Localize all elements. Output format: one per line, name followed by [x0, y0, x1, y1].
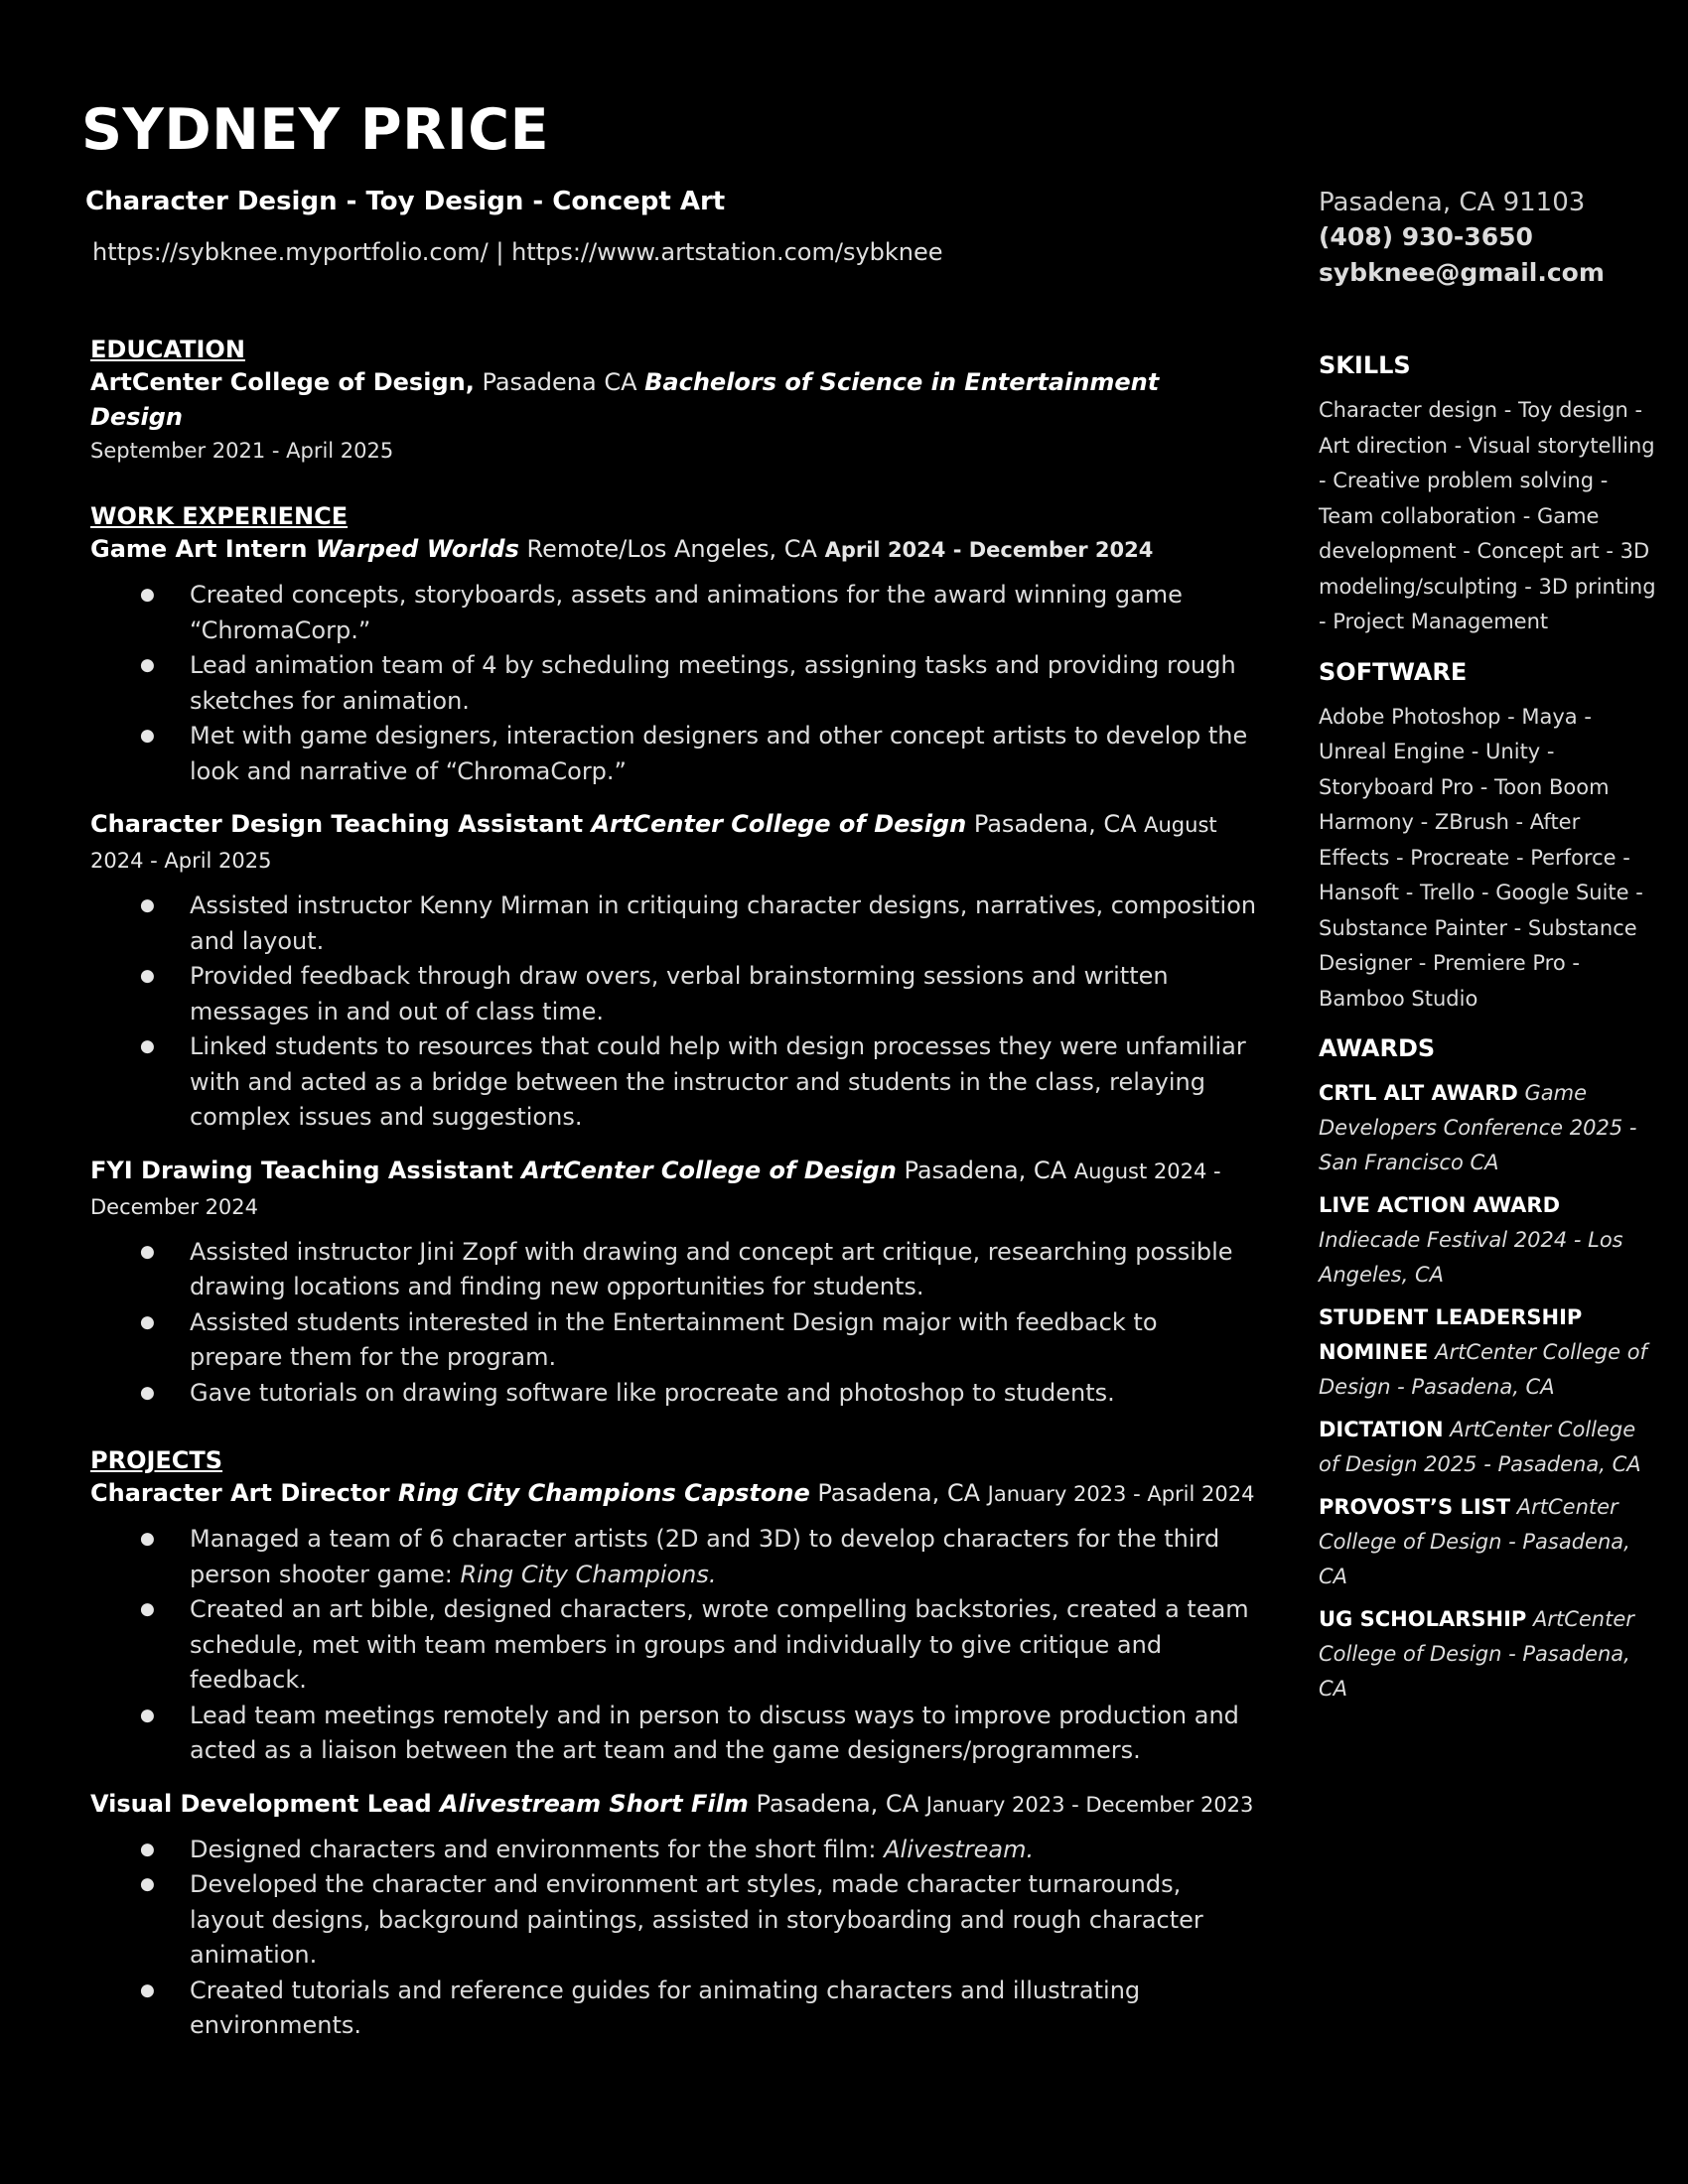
main-column — [90, 334, 1257, 2044]
project-place: Pasadena, CA — [748, 1789, 926, 1818]
project-org: Ring City Champions Capstone — [397, 1479, 810, 1507]
award-name: CRTL ALT AWARD — [1319, 1081, 1518, 1105]
contact-location: Pasadena, CA 91103 — [1319, 188, 1586, 217]
award-name: STUDENT LEADERSHIP NOMINEE — [1319, 1305, 1583, 1364]
work-experience-heading: WORK EXPERIENCE — [90, 502, 349, 530]
bullet-item: ● Assisted instructor Kenny Mirman in critiquing character designs, narratives, composition and layout. — [90, 888, 1257, 959]
bullet-item: ● Lead team meetings remotely and in person to discuss ways to improve production and acted as a liaison between the art team and the game designers/programmers. — [90, 1699, 1257, 1769]
project-role: Character Art Director — [90, 1479, 398, 1507]
portfolio-links[interactable]: https://sybknee.myportfolio.com/ | https://www.artstation.com/sybknee — [92, 238, 943, 266]
project-bullets — [90, 1522, 1257, 1769]
job-dates: August 2024 - April 2025 — [90, 813, 1217, 873]
award-item — [1319, 1300, 1656, 1405]
project-header — [90, 1787, 1257, 1823]
bullet-text: Managed a team of 6 character artists (2D and 3D) to develop characters for the third person shooter game: — [190, 1525, 1220, 1588]
education-school: ArtCenter College of Design, — [90, 368, 475, 396]
project-role: Visual Development Lead — [90, 1789, 441, 1818]
project-org: Alivestream Short Film — [440, 1789, 749, 1818]
job-bullets — [90, 888, 1257, 1136]
award-item — [1319, 1490, 1656, 1594]
projects-heading: PROJECTS — [90, 1446, 223, 1474]
award-detail: ArtCenter College of Design - Pasadena, CA — [1319, 1495, 1630, 1588]
bullet-item — [90, 1522, 1257, 1592]
award-name: DICTATION — [1319, 1418, 1444, 1441]
skills-list: Character design - Toy design - Art direction - Visual storytelling - Creative problem solving - Team collaboration - Game development - Concept art - 3D modeling/sculpting - 3D printing - Project Management — [1319, 398, 1656, 633]
skills-heading: SKILLS — [1319, 351, 1411, 379]
contact-block — [1319, 186, 1656, 291]
education-place: Pasadena CA — [474, 368, 645, 396]
bullet-italic-title: Alivestream. — [884, 1835, 1035, 1863]
contact-phone: (408) 930-3650 — [1319, 222, 1533, 251]
job-org: ArtCenter College of Design — [591, 810, 967, 838]
award-name: UG SCHOLARSHIP — [1319, 1607, 1527, 1631]
bullet-item: ● Gave tutorials on drawing software like procreate and photoshop to students. — [90, 1376, 1257, 1412]
award-detail: Game Developers Conference 2025 - San Francisco CA — [1319, 1081, 1637, 1174]
education-entry — [90, 365, 1257, 435]
bullet-item: ● Lead animation team of 4 by scheduling meetings, assigning tasks and providing rough sketches for animation. — [90, 648, 1257, 719]
award-item — [1319, 1413, 1656, 1482]
award-detail: ArtCenter College of Design - Pasadena, CA — [1319, 1607, 1634, 1701]
award-detail: ArtCenter College of Design - Pasadena, CA — [1319, 1340, 1647, 1399]
job-place: Remote/Los Angeles, CA — [518, 535, 825, 563]
job-header — [90, 807, 1257, 879]
job-place: Pasadena, CA — [966, 810, 1145, 838]
job-role: Game Art Intern — [90, 535, 316, 563]
award-detail: ArtCenter College of Design 2025 - Pasadena, CA — [1319, 1418, 1641, 1476]
education-degree: Bachelors of Science in Entertainment Design — [90, 368, 1160, 431]
bullet-item: ● Met with game designers, interaction designers and other concept artists to develop the look and narrative of “ChromaCorp.” — [90, 719, 1257, 789]
award-detail: Indiecade Festival 2024 - Los Angeles, CA — [1319, 1228, 1623, 1287]
job-org: ArtCenter College of Design — [521, 1156, 897, 1184]
job-org: Warped Worlds — [315, 535, 519, 563]
job-dates: August 2024 - December 2024 — [90, 1159, 1221, 1219]
bullet-item: ● Developed the character and environment art styles, made character turnarounds, layout designs, background paintings, assisted in storyboarding and rough character animation. — [90, 1867, 1257, 1974]
award-name: PROVOST’S LIST — [1319, 1495, 1511, 1519]
award-item — [1319, 1076, 1656, 1180]
project-bullets — [90, 1833, 1257, 2044]
bullet-item: ● Assisted instructor Jini Zopf with drawing and concept art critique, researching possible drawing locations and finding new opportunities for students. — [90, 1235, 1257, 1305]
job-bullets — [90, 1235, 1257, 1412]
tagline: Character Design - Toy Design - Concept Art — [85, 187, 726, 216]
bullet-text: Designed characters and environments for the short film: — [190, 1835, 885, 1863]
bullet-item — [90, 1833, 1257, 1868]
job-header — [90, 1154, 1257, 1225]
job-header — [90, 532, 1257, 568]
sidebar — [1319, 345, 1656, 1706]
bullet-item: ● Created concepts, storyboards, assets and animations for the award winning game “ChromaCorp.” — [90, 578, 1257, 648]
job-role: FYI Drawing Teaching Assistant — [90, 1156, 522, 1184]
bullet-item: ● Created an art bible, designed characters, wrote compelling backstories, created a team schedule, met with team members in groups and individually to give critique and feedback. — [90, 1592, 1257, 1699]
project-dates: January 2023 - April 2024 — [987, 1482, 1255, 1506]
job-place: Pasadena, CA — [896, 1156, 1074, 1184]
project-dates: January 2023 - December 2023 — [925, 1792, 1254, 1817]
software-list: Adobe Photoshop - Maya - Unreal Engine - Unity - Storyboard Pro - Toon Boom Harmony - ZBrush - After Effects - Procreate - Perforce - Hansoft - Trello - Google Suite - Substance Painter - Substance Designer - Premiere Pro - Bamboo Studio — [1319, 704, 1643, 1011]
award-name: LIVE ACTION AWARD — [1319, 1193, 1561, 1217]
project-place: Pasadena, CA — [809, 1479, 988, 1507]
bullet-item: ● Created tutorials and reference guides for animating characters and illustrating environments. — [90, 1974, 1257, 2044]
education-heading: EDUCATION — [90, 336, 245, 363]
bullet-item: ● Assisted students interested in the Entertainment Design major with feedback to prepare them for the program. — [90, 1305, 1257, 1376]
award-item — [1319, 1188, 1656, 1293]
contact-email[interactable]: sybknee@gmail.com — [1319, 258, 1605, 287]
awards-heading: AWARDS — [1319, 1034, 1436, 1062]
project-header — [90, 1476, 1257, 1512]
education-dates: September 2021 - April 2025 — [90, 439, 394, 463]
bullet-italic-title: Ring City Champions. — [460, 1560, 717, 1588]
award-item — [1319, 1602, 1656, 1706]
software-heading: SOFTWARE — [1319, 657, 1468, 686]
bullet-item: ● Linked students to resources that could help with design processes they were unfamiliar with and acted as a bridge between the instructor and students in the class, relaying complex issues and suggestions. — [90, 1029, 1257, 1136]
candidate-name: SYDNEY PRICE — [81, 97, 550, 163]
bullet-item: ● Provided feedback through draw overs, verbal brainstorming sessions and written messages in and out of class time. — [90, 959, 1257, 1029]
job-bullets — [90, 578, 1257, 789]
job-dates: April 2024 - December 2024 — [824, 538, 1154, 562]
job-role: Character Design Teaching Assistant — [90, 810, 592, 838]
